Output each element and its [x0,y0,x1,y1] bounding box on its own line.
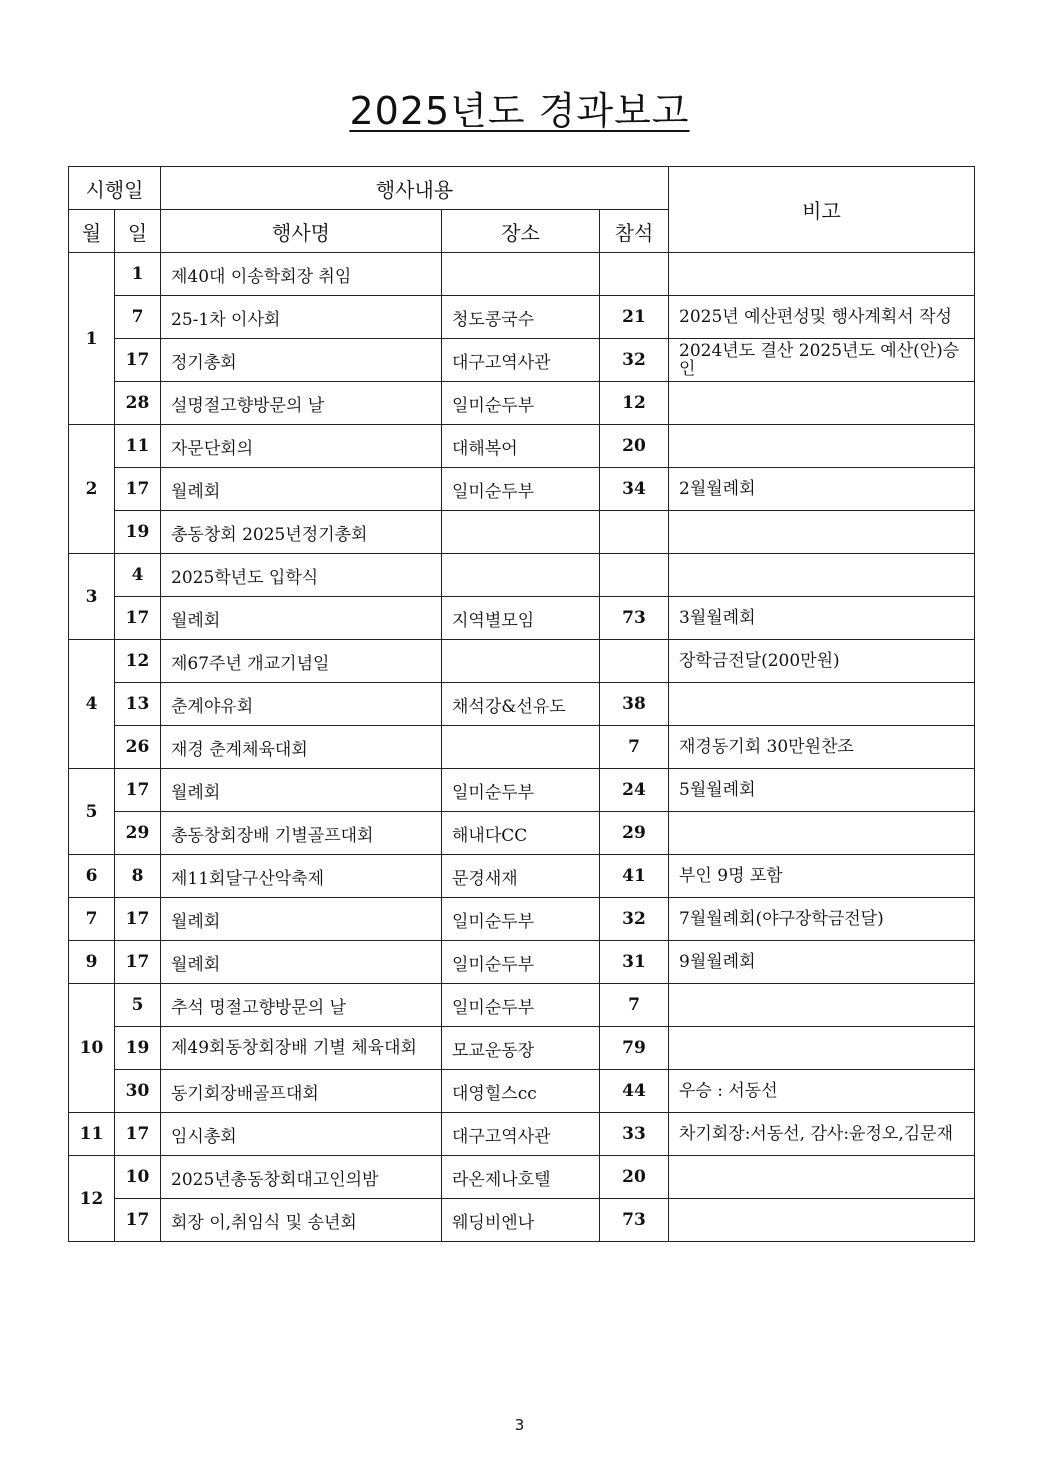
day-cell: 30 [115,1070,161,1113]
note-cell [669,1199,975,1242]
note-cell: 2025년 예산편성및 행사계획서 작성 [669,296,975,339]
header-row-1 [69,167,975,210]
place-cell: 문경새재 [442,855,600,898]
day-cell: 5 [115,984,161,1027]
note-cell [669,1027,975,1070]
table-row [69,597,975,640]
table-row [69,1199,975,1242]
event-name-cell: 동기회장배골프대회 [161,1070,442,1113]
day-cell: 12 [115,640,161,683]
note-cell: 2024년도 결산 2025년도 예산(안)승인 [669,339,975,382]
attendance-cell [600,640,669,683]
attendance-cell: 29 [600,812,669,855]
event-name-cell: 총동창회장배 기별골프대회 [161,812,442,855]
note-cell [669,425,975,468]
report-table [68,166,975,1242]
event-name-cell: 임시총회 [161,1113,442,1156]
attendance-cell [600,253,669,296]
table-row [69,726,975,769]
day-cell: 17 [115,1199,161,1242]
day-cell: 10 [115,1156,161,1199]
day-cell: 17 [115,339,161,382]
place-cell: 해내다CC [442,812,600,855]
attendance-cell: 21 [600,296,669,339]
attendance-cell: 41 [600,855,669,898]
attendance-cell: 20 [600,1156,669,1199]
event-name-cell: 자문단회의 [161,425,442,468]
month-cell: 3 [69,554,115,640]
place-cell [442,554,600,597]
day-cell: 17 [115,597,161,640]
place-cell: 채석강&선유도 [442,683,600,726]
header-day: 일 [115,210,161,253]
table-row [69,812,975,855]
table-row [69,554,975,597]
table-row [69,425,975,468]
place-cell: 일미순두부 [442,382,600,425]
table-row [69,1027,975,1070]
attendance-cell: 20 [600,425,669,468]
note-cell: 2월월례회 [669,468,975,511]
note-cell: 차기회장:서동선, 감사:윤정오,김문재 [669,1113,975,1156]
attendance-cell: 32 [600,898,669,941]
note-cell: 재경동기회 30만원찬조 [669,726,975,769]
day-cell: 26 [115,726,161,769]
month-cell: 6 [69,855,115,898]
month-cell: 4 [69,640,115,769]
note-cell [669,511,975,554]
table-row [69,296,975,339]
place-cell [442,511,600,554]
day-cell: 11 [115,425,161,468]
note-cell [669,1156,975,1199]
note-cell: 3월월례회 [669,597,975,640]
table-row [69,683,975,726]
place-cell: 라온제나호텔 [442,1156,600,1199]
event-name-cell: 제67주년 개교기념일 [161,640,442,683]
event-name-cell: 설명절고향방문의 날 [161,382,442,425]
day-cell: 1 [115,253,161,296]
event-name-cell: 2025학년도 입학식 [161,554,442,597]
day-cell: 8 [115,855,161,898]
event-name-cell: 25-1차 이사회 [161,296,442,339]
header-event-content: 행사내용 [161,167,669,210]
page-number: 3 [514,1416,525,1434]
day-cell: 17 [115,941,161,984]
day-cell: 17 [115,468,161,511]
place-cell [442,640,600,683]
event-name-cell: 재경 춘계체육대회 [161,726,442,769]
day-cell: 17 [115,1113,161,1156]
event-name-cell: 총동창회 2025년정기총회 [161,511,442,554]
place-cell: 청도콩국수 [442,296,600,339]
attendance-cell: 79 [600,1027,669,1070]
attendance-cell: 12 [600,382,669,425]
note-cell: 우승 : 서동선 [669,1070,975,1113]
event-name-cell: 제40대 이송학회장 취임 [161,253,442,296]
place-cell: 일미순두부 [442,468,600,511]
place-cell: 일미순두부 [442,941,600,984]
attendance-cell: 7 [600,726,669,769]
place-cell: 대구고역사관 [442,1113,600,1156]
note-cell [669,554,975,597]
table-row [69,640,975,683]
day-cell: 19 [115,1027,161,1070]
event-name-cell: 월례회 [161,597,442,640]
table-row [69,769,975,812]
note-cell [669,683,975,726]
day-cell: 29 [115,812,161,855]
event-name-cell: 2025년총동창회대고인의밤 [161,1156,442,1199]
header-date: 시행일 [69,167,161,210]
note-cell [669,253,975,296]
page-title-text: 2025년도 경과보고 [349,89,690,133]
event-name-cell: 월례회 [161,941,442,984]
month-cell: 1 [69,253,115,425]
month-cell: 9 [69,941,115,984]
attendance-cell: 44 [600,1070,669,1113]
month-cell: 12 [69,1156,115,1242]
attendance-cell: 33 [600,1113,669,1156]
day-cell: 19 [115,511,161,554]
event-name-cell: 춘계야유회 [161,683,442,726]
note-cell: 5월월례회 [669,769,975,812]
attendance-cell: 31 [600,941,669,984]
event-name-cell: 월례회 [161,769,442,812]
attendance-cell: 32 [600,339,669,382]
table-row [69,382,975,425]
place-cell [442,726,600,769]
place-cell: 일미순두부 [442,898,600,941]
place-cell: 웨딩비엔나 [442,1199,600,1242]
note-cell [669,382,975,425]
attendance-cell [600,511,669,554]
header-place: 장소 [442,210,600,253]
place-cell [442,253,600,296]
attendance-cell: 7 [600,984,669,1027]
table-row [69,339,975,382]
attendance-cell [600,554,669,597]
attendance-cell: 34 [600,468,669,511]
table-row [69,984,975,1027]
table-row [69,1113,975,1156]
header-note: 비고 [669,167,975,253]
report-body [69,253,975,1242]
month-cell: 10 [69,984,115,1113]
attendance-cell: 73 [600,1199,669,1242]
table-row [69,468,975,511]
month-cell: 5 [69,769,115,855]
event-name-cell: 월례회 [161,898,442,941]
month-cell: 2 [69,425,115,554]
place-cell: 일미순두부 [442,984,600,1027]
note-cell [669,812,975,855]
day-cell: 4 [115,554,161,597]
attendance-cell: 24 [600,769,669,812]
event-name-cell: 회장 이,취임식 및 송년회 [161,1199,442,1242]
event-name-cell: 추석 명절고향방문의 날 [161,984,442,1027]
event-name-cell: 월례회 [161,468,442,511]
table-row [69,898,975,941]
table-row [69,1156,975,1199]
page-title [0,80,1039,135]
place-cell: 모교운동장 [442,1027,600,1070]
place-cell: 대영힐스cc [442,1070,600,1113]
table-row [69,941,975,984]
note-cell: 9월월례회 [669,941,975,984]
place-cell: 일미순두부 [442,769,600,812]
table-row [69,855,975,898]
header-attendance: 참석 [600,210,669,253]
header-event-name: 행사명 [161,210,442,253]
table-row [69,511,975,554]
table-row [69,253,975,296]
note-cell: 부인 9명 포함 [669,855,975,898]
header-month: 월 [69,210,115,253]
place-cell: 대해복어 [442,425,600,468]
attendance-cell: 73 [600,597,669,640]
event-name-cell: 정기총회 [161,339,442,382]
day-cell: 7 [115,296,161,339]
month-cell: 11 [69,1113,115,1156]
attendance-cell: 38 [600,683,669,726]
day-cell: 13 [115,683,161,726]
table-row [69,1070,975,1113]
place-cell: 지역별모임 [442,597,600,640]
event-name-cell: 제11회달구산악축제 [161,855,442,898]
day-cell: 17 [115,769,161,812]
month-cell: 7 [69,898,115,941]
note-cell: 7월월례회(야구장학금전달) [669,898,975,941]
note-cell: 장학금전달(200만원) [669,640,975,683]
note-cell [669,984,975,1027]
day-cell: 28 [115,382,161,425]
day-cell: 17 [115,898,161,941]
event-name-cell: 제49회동창회장배 기별 체육대회 [161,1027,442,1070]
place-cell: 대구고역사관 [442,339,600,382]
